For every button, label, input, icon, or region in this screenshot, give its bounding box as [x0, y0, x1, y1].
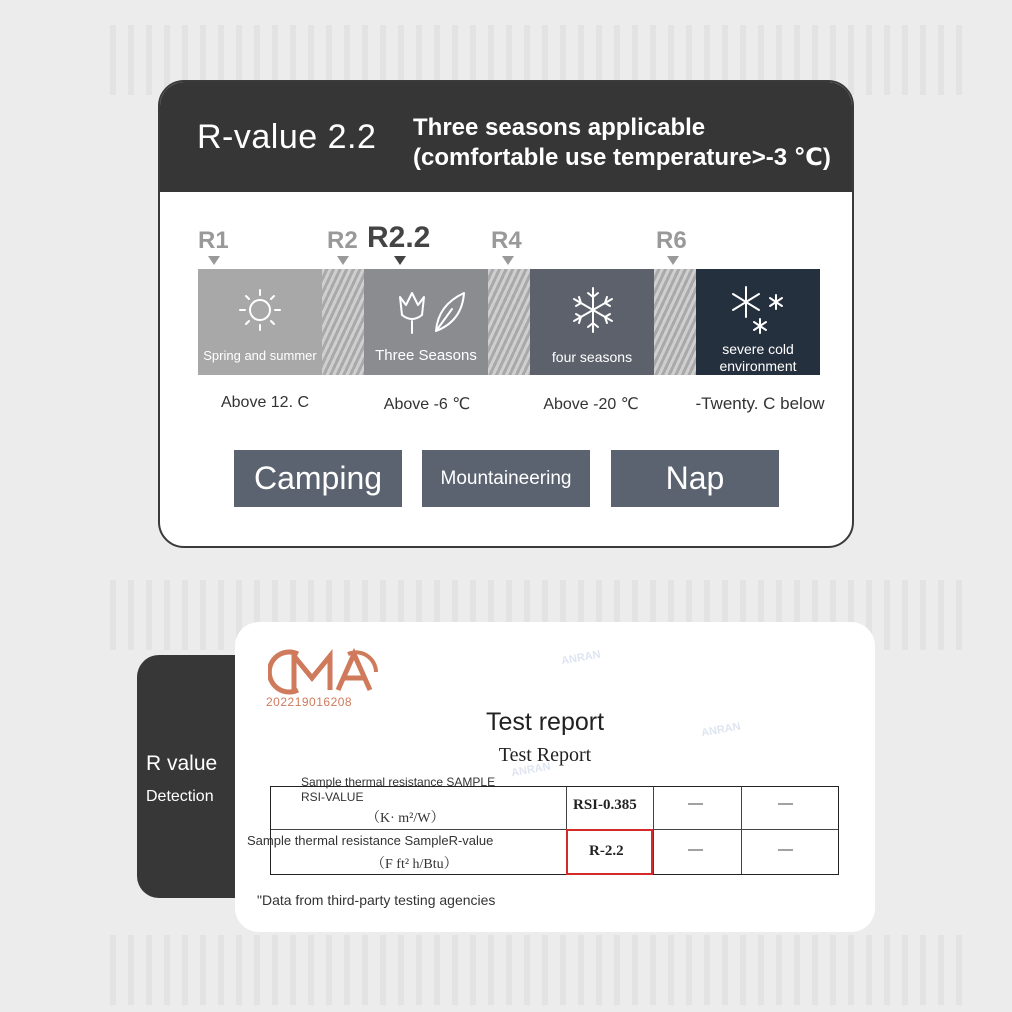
- cma-number: 202219016208: [266, 695, 353, 709]
- season-temperature: (comfortable use temperature>-3 ℃): [413, 144, 831, 171]
- third-party-note: "Data from third-party testing agencies: [257, 892, 496, 908]
- scale-label-r4: R4: [491, 227, 522, 254]
- temperature-three-seasons: Above -6 ℃: [383, 396, 471, 413]
- report-title: Test report: [485, 708, 605, 736]
- temperature-severe-cold: -Twenty. C below: [695, 394, 825, 413]
- row2-dash: —: [688, 841, 703, 858]
- table-divider: [653, 787, 654, 874]
- row1-label-line1: Sample thermal resistance SAMPLE: [301, 775, 496, 789]
- row1-label-line2: RSI-VALUE: [301, 790, 364, 804]
- segment-divider: [322, 269, 364, 375]
- background-watermark: [110, 935, 972, 1005]
- watermark-text: ANRAN: [560, 648, 602, 668]
- snowflake-icon: [570, 285, 616, 335]
- row2-unit: （F ft² h/Btu）: [371, 857, 458, 872]
- scale-arrow-icon: [667, 256, 679, 265]
- scale-label-r2: R2: [327, 227, 358, 254]
- segment-label: Spring and summer: [203, 348, 317, 363]
- use-mountaineering: Mountaineering: [422, 450, 590, 507]
- scale-arrow-current-icon: [394, 256, 406, 265]
- sun-icon: [237, 287, 283, 333]
- season-headline: Three seasons applicable: [413, 114, 706, 141]
- row1-value: RSI-0.385: [573, 797, 637, 813]
- segment-severe-cold: [696, 269, 820, 375]
- watermark-text: ANRAN: [510, 760, 552, 780]
- rvalue-header: [160, 82, 852, 192]
- table-divider: [741, 787, 742, 874]
- report-title-serif: Test Report: [498, 744, 592, 766]
- segment-label-line1: severe cold: [722, 341, 794, 357]
- scale-label-current: R2.2: [367, 221, 431, 254]
- segment-label: four seasons: [551, 349, 633, 365]
- segment-divider: [654, 269, 696, 375]
- segment-label-line2: environment: [719, 358, 797, 374]
- flower-leaf-icon: [390, 287, 470, 335]
- rvalue-card: [158, 80, 854, 548]
- segment-divider: [488, 269, 530, 375]
- scale-arrow-icon: [502, 256, 514, 265]
- row1-dash: —: [778, 795, 793, 812]
- segment-four-seasons: [530, 269, 654, 375]
- temperature-four-seasons: Above -20 ℃: [543, 396, 639, 413]
- highlight-box: [566, 829, 653, 875]
- snowflakes-icon: [726, 283, 790, 337]
- segment-spring-summer: [198, 269, 322, 375]
- temperature-spring-summer: Above 12. C: [220, 394, 310, 411]
- side-rvalue-label: R value: [146, 752, 218, 775]
- scale-arrow-icon: [337, 256, 349, 265]
- segment-three-seasons: [364, 269, 488, 375]
- table-divider: [271, 829, 838, 830]
- cma-logo: [268, 648, 380, 696]
- row2-dash: —: [778, 841, 793, 858]
- row2-value: R-2.2: [589, 843, 624, 859]
- segment-label: Three Seasons: [375, 347, 477, 364]
- row1-unit: （K· m²/W）: [366, 811, 445, 826]
- side-detection-label: Detection: [146, 788, 214, 805]
- scale-label-r1: R1: [198, 227, 229, 254]
- row2-label: Sample thermal resistance SampleR-value: [247, 833, 494, 848]
- watermark-text: ANRAN: [700, 720, 742, 740]
- rvalue-title: R-value 2.2: [197, 118, 377, 156]
- use-camping: Camping: [234, 450, 402, 507]
- scale-label-r6: R6: [656, 227, 687, 254]
- use-nap: Nap: [611, 450, 779, 507]
- report-table: [247, 775, 839, 875]
- test-report-card: [235, 622, 875, 932]
- scale-arrow-icon: [208, 256, 220, 265]
- row1-dash: —: [688, 795, 703, 812]
